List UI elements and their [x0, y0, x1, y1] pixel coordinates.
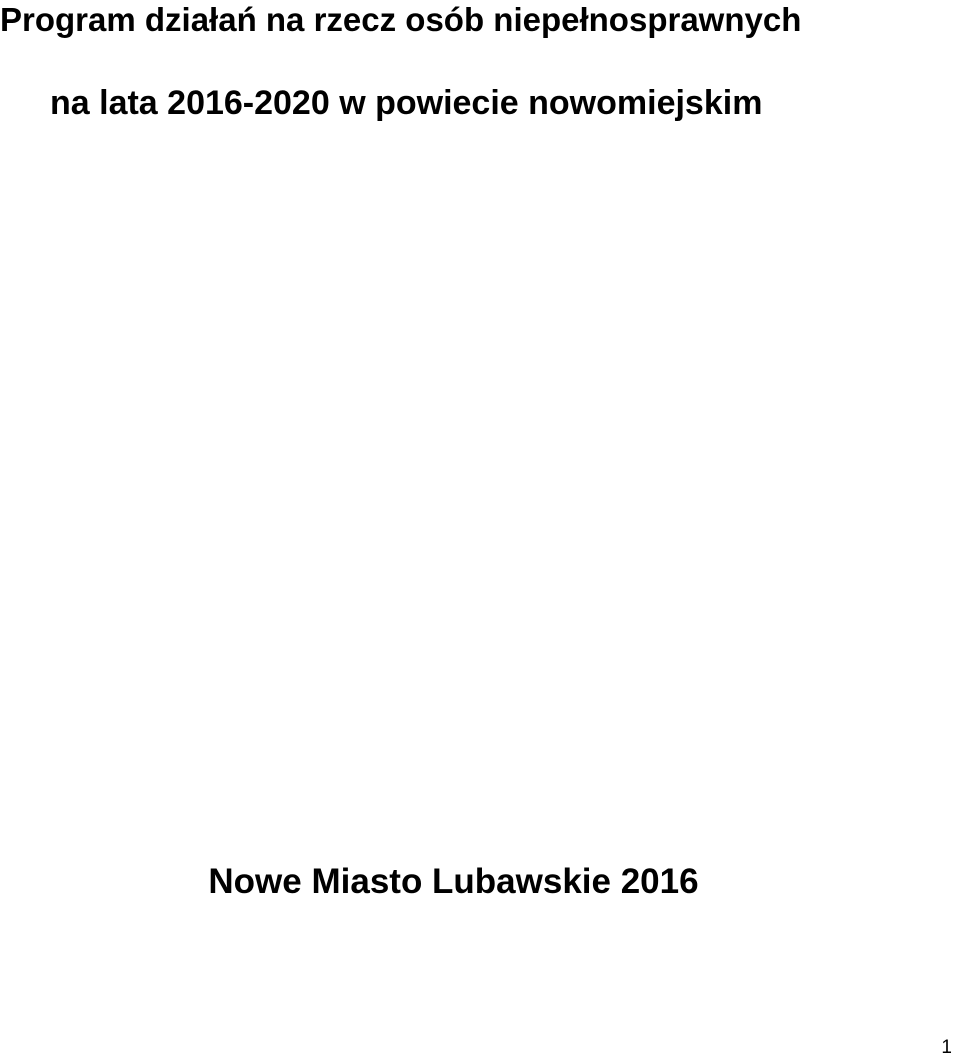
document-title-line-1: Program działań na rzecz osób niepełnosprawnych	[0, 1, 802, 38]
document-title-line-2: na lata 2016-2020 w powiecie nowomiejskim	[50, 84, 763, 122]
place-and-year: Nowe Miasto Lubawskie 2016	[208, 862, 699, 901]
page-number: 1	[941, 1037, 952, 1058]
